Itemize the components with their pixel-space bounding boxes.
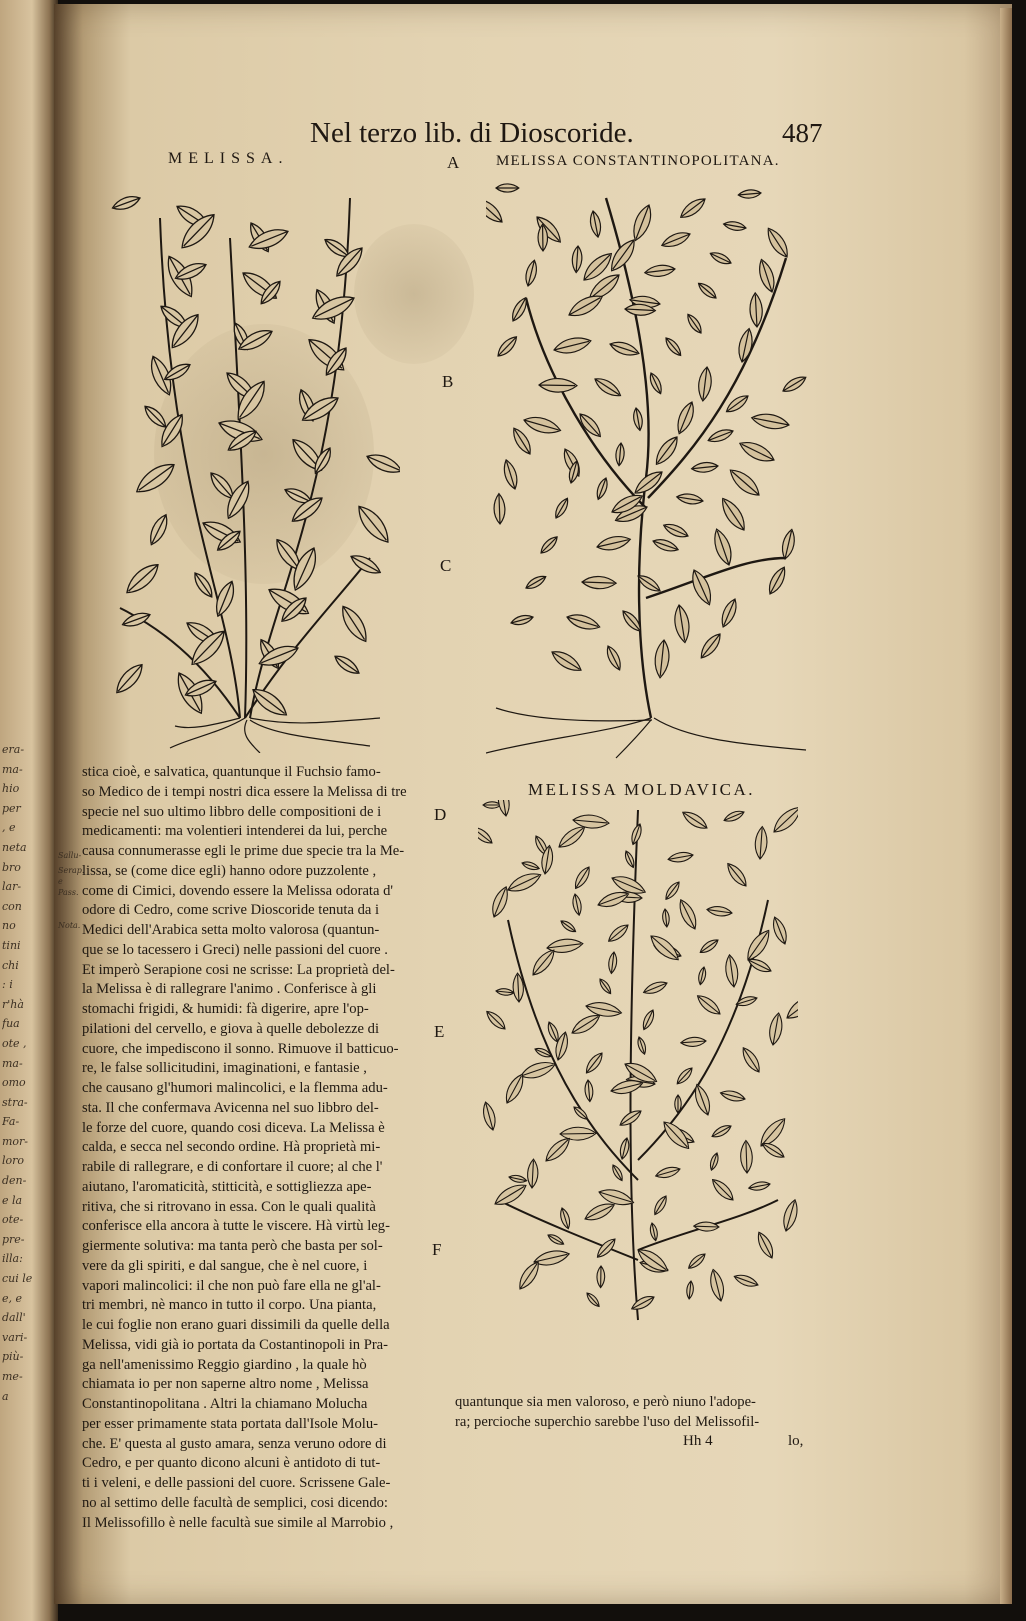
text-line: rabile di rallegrare, e di confortare il cuore; al che l' [82,1159,383,1175]
text-line: so Medico de i tempi nostri dica essere la Melissa di tre [82,783,407,800]
text-line: aiutano, l'aromaticità, stitticità, e sottigliezza ape- [82,1178,372,1195]
margin-note: Pass. [58,888,79,897]
left-page-fragment: Fa- [2,1115,20,1129]
text-line: conferisce ella ancora à tutte le viscere. Hà virtù leg- [82,1218,390,1235]
left-page-fragment: a [2,1389,9,1403]
text-line: giermente solutiva: ma tanta però che basta per sol- [82,1238,383,1254]
melissa-woodcut [100,178,400,753]
left-page-fragment: era- [2,743,25,756]
caption-melissa-moldavica: MELISSA MOLDAVICA. [528,780,755,799]
left-page-fragment: dall' [2,1311,26,1325]
left-page-fragment: ote- [2,1213,24,1227]
text-line: che causano gl'humori malincolici, e la flemma adu- [82,1080,388,1096]
text-line: vapori malincolici: il che non può fare ella ne gl'al- [82,1277,381,1294]
left-page-text-fragments [2,740,56,1406]
text-line: causa connumerasse egli le prime due specie tra la Me- [82,843,405,859]
text-line: Constantinopolitana . Altri la chiamano Molucha [82,1396,368,1412]
text-line: chiamata io per non saperne altro nome , Melissa [82,1376,369,1393]
left-page-fragment: mor- [2,1134,29,1148]
caption-melissa: MELISSA. [168,150,289,167]
left-page-fragment: omo [2,1076,26,1090]
text-line: Et imperò Serapione cosi ne scrisse: La proprietà del- [82,961,395,978]
left-page-fragment: ma- [2,762,23,776]
left-page-fragment: den- [2,1174,27,1188]
text-line: que se lo tacessero i Greci) nelle passioni del cuore . [82,941,388,958]
text-line: sta. Il che confermava Avicenna nel suo libbro del- [82,1099,379,1116]
left-page-fragment: me- [2,1370,23,1383]
left-page-fragment: illa: [2,1252,23,1266]
margin-note: Sallu- [58,851,82,860]
text-line: re, le false sollicitudini, imaginationi, e fantasie , [82,1060,367,1077]
text-line: Melissa, vidi già io portata da Costantinopoli in Pra- [82,1336,389,1353]
text-line: ga nell'amenissimo Reggio giardino , la quale hò [82,1356,367,1373]
text-line: come di Cimici, dovendo essere la Melissa odorata d' [82,882,394,899]
left-page-fragment: r'hà [2,997,24,1011]
page-number: 487 [782,118,823,148]
margin-notes [58,850,85,931]
text-line: lissa, se (come dice egli) hanno odore puzzolente , [82,862,377,879]
left-page-fragment: : i [2,978,13,992]
left-page-fragment: e, e [2,1291,23,1305]
left-page-fragment: con [2,899,22,913]
text-line: per esser primamente stata portata dall'Isole Molu- [82,1415,379,1432]
left-page-fragment: loro [2,1154,25,1168]
catchword: lo, [788,1433,804,1449]
text-line: ra; percioche superchio sarebbe l'uso del Melissofil- [455,1413,760,1430]
second-column-text [455,1393,815,1432]
left-page-fragment: pre- [2,1232,25,1246]
left-page-fragment: per [2,801,21,815]
text-line: tri membri, nè manco in tutto il corpo. Una pianta, [82,1297,377,1314]
left-page-fragment: stra- [2,1095,28,1109]
marker-f: F [432,1240,442,1259]
marker-e: E [434,1022,445,1041]
marker-c: C [440,556,452,575]
left-page-fragment: , e [2,821,16,835]
marker-b: B [442,372,454,391]
left-page-fragment: no [2,919,16,933]
melissa-moldavica-woodcut [478,800,798,1330]
text-line: quantunque sia men valoroso, e però niuno l'adope- [455,1394,756,1410]
text-line: ti i veleni, e delle passioni del cuore. Scrissene Gale- [82,1475,391,1491]
text-line: odore di Cedro, come scrive Dioscoride tenuta da i [82,902,380,919]
left-facing-page [0,0,58,1621]
text-line: che. E' questa al gusto amara, senza veruno odore di [82,1435,387,1452]
left-page-fragment: hio [2,782,20,796]
text-line: ritiva, che si ritrovano in essa. Con le quali qualità [82,1198,376,1215]
text-line: le cui foglie non erano guari dissimili da quelle della [82,1317,390,1333]
left-page-fragment: neta [2,840,27,854]
text-line: stica cioè, e salvatica, quantunque il Fuchsio famo- [82,764,381,780]
left-page-fragment: fua [2,1017,20,1031]
left-page-fragment: chi [2,958,19,972]
text-line: calda, e secca nel secondo ordine. Hà proprietà mi- [82,1139,381,1156]
left-page-fragment: ote , [2,1036,27,1050]
page-edge [1000,8,1012,1604]
text-line: pilationi del cervello, e giova à quelle debolezze di [82,1020,380,1037]
marker-d: D [434,805,447,824]
left-page-fragment: tini [2,938,21,952]
signature-mark: Hh 4 [683,1433,713,1449]
text-line: cuore, che impediscono il sonno. Rimuove il batticuo- [82,1040,399,1057]
text-line: Cedro, e per quanto dicono alcuni è antidoto di tut- [82,1455,381,1472]
left-page-fragment: bro [2,860,21,874]
text-line: vere da gli spiriti, e dal sangue, che è nel cuore, i [82,1257,368,1274]
melissa-constantinopolitana-woodcut [486,178,816,763]
text-line: stomachi frigidi, & humidi: fà digerire, apre l'op- [82,1001,369,1017]
left-page-fragment: e la [2,1193,23,1207]
text-line: no al settimo delle facultà de semplici, cosi dicendo: [82,1494,388,1511]
left-page-fragment: ma- [2,1056,23,1070]
text-line: le forze del cuore, quando cosi diceva. La Melissa è [82,1119,385,1136]
body-text-column [82,763,422,1533]
margin-note: Nota. [58,921,81,930]
left-page-fragment: lar- [2,880,22,894]
text-line: Il Melissofillo è nelle facultà sue simile al Marrobio , [82,1514,394,1531]
left-page-fragment: più- [2,1350,24,1364]
text-line: medicamenti: ma volentieri intenderei da lui, perche [82,823,388,840]
margin-note: Serap. e [58,866,85,886]
left-page-fragment: vari- [2,1330,28,1344]
running-head: Nel terzo lib. di Dioscoride. [310,117,634,149]
text-line: la Melissa è di rallegrare l'animo . Conferisce à gli [82,981,377,998]
text-line: specie nel suo ultimo libbro delle compositioni de i [82,803,382,820]
text-line: Medici dell'Arabica setta molto valorosa (quantun- [82,922,380,938]
marker-a: A [447,153,460,172]
caption-melissa-constantinopolitana: MELISSA CONSTANTINOPOLITANA. [496,153,780,169]
left-page-fragment: cui le [2,1272,33,1286]
